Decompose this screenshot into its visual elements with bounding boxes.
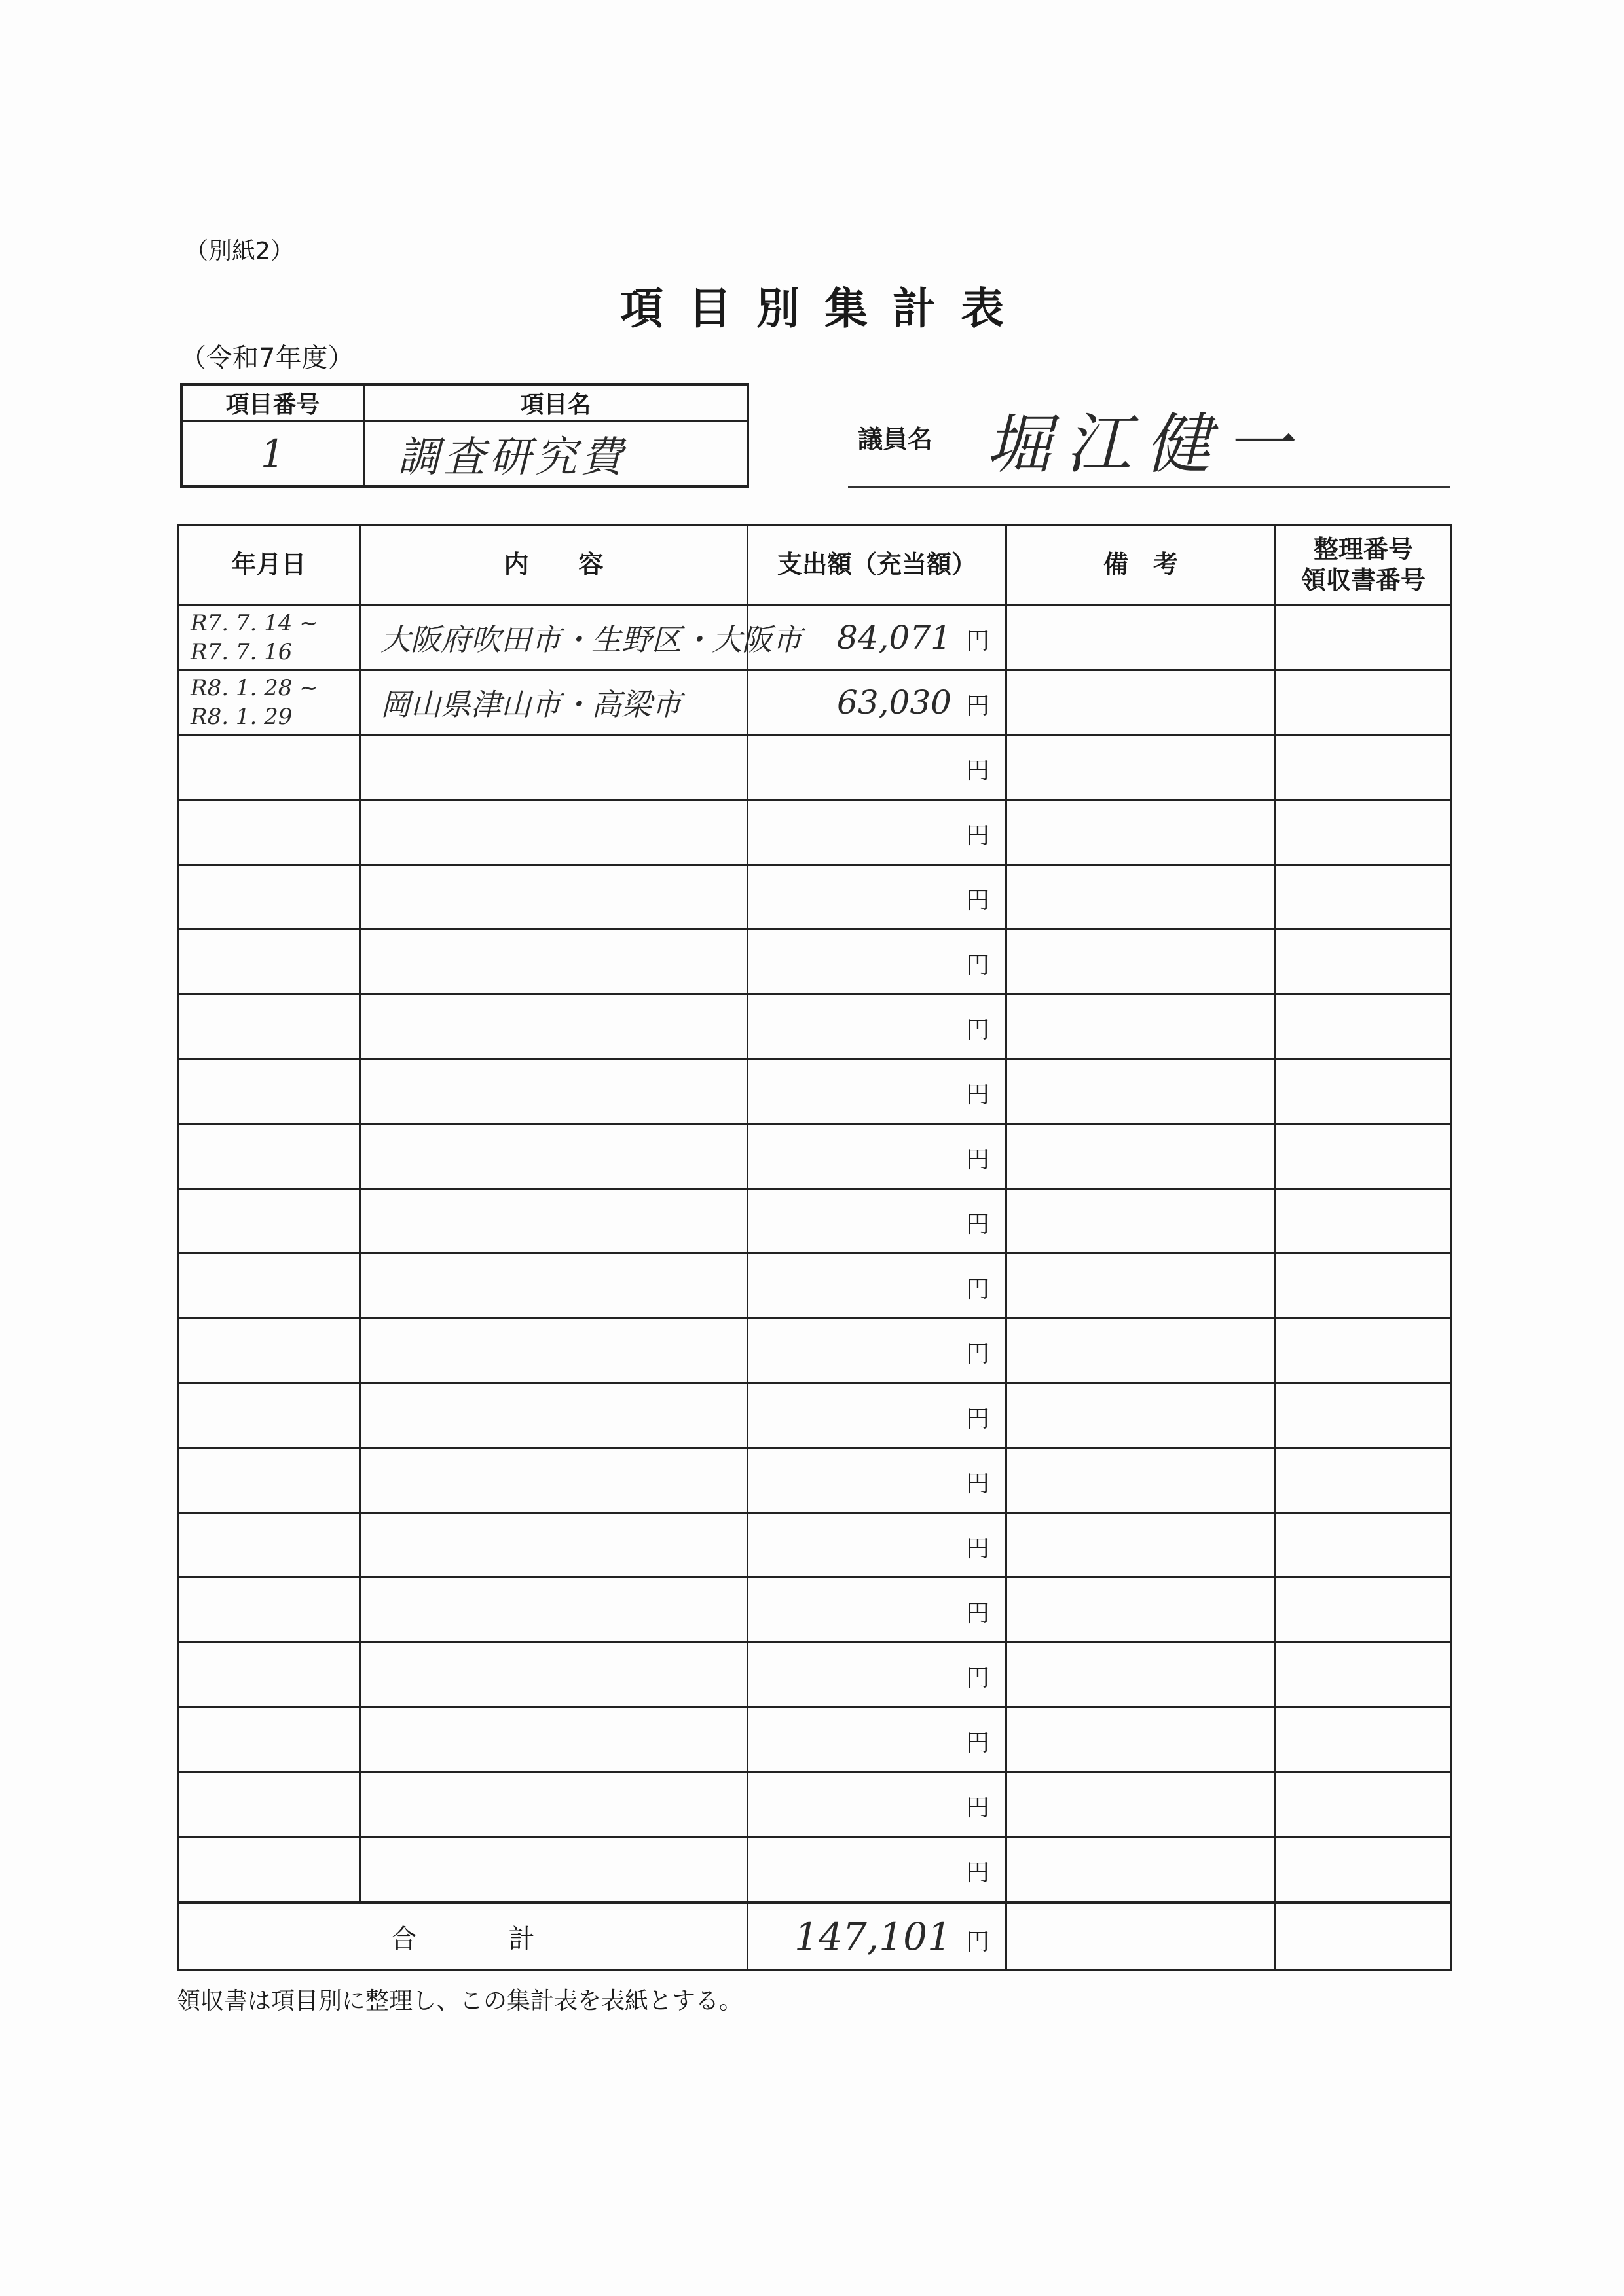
- total-label: 合計: [178, 1903, 748, 1971]
- remarks-cell: [1006, 1124, 1276, 1189]
- member-underline: [848, 486, 1450, 488]
- content-cell: [360, 800, 748, 865]
- table-row: [178, 735, 1452, 800]
- yen-unit: 円: [965, 1795, 989, 1821]
- remarks-cell: [1006, 1772, 1276, 1837]
- page-title: 項目別集計表: [620, 283, 1029, 334]
- remarks-cell: [1006, 670, 1276, 735]
- table-row: [178, 1124, 1452, 1189]
- date-cell: [178, 1643, 360, 1707]
- remarks-cell: [1006, 800, 1276, 865]
- receipt-number-cell: [1276, 735, 1452, 800]
- header-amount: 支出額（充当額）: [748, 525, 1006, 606]
- table-row: [178, 1189, 1452, 1254]
- receipt-number-cell: [1276, 930, 1452, 994]
- amount-cell: [748, 1707, 1006, 1772]
- table-row: [178, 606, 1452, 670]
- remarks-cell: [1006, 606, 1276, 670]
- date-line: R8. 1. 28 ~: [191, 675, 318, 701]
- receipt-number-cell: [1276, 1837, 1452, 1903]
- date-cell: [178, 930, 360, 994]
- date-line: R8. 1. 29: [191, 704, 293, 730]
- appendix-label: （別紙2）: [185, 238, 294, 264]
- receipt-number-cell: [1276, 994, 1452, 1059]
- remarks-cell: [1006, 1578, 1276, 1643]
- content-cell: [360, 1124, 748, 1189]
- amount-value: 63,030: [837, 683, 951, 721]
- table-row: [178, 1254, 1452, 1319]
- receipt-number-cell: [1276, 1254, 1452, 1319]
- footnote: 領収書は項目別に整理し、この集計表を表紙とする。: [177, 1988, 743, 2014]
- yen-unit: 円: [965, 1341, 989, 1368]
- amount-cell: [748, 1059, 1006, 1124]
- date-cell: [178, 1254, 360, 1319]
- date-cell: [178, 1578, 360, 1643]
- date-cell: [178, 1383, 360, 1448]
- date-cell: [178, 1448, 360, 1513]
- receipt-number-cell: [1276, 1772, 1452, 1837]
- total-receipt-cell: [1276, 1903, 1452, 1971]
- total-amount: 147,101: [794, 1914, 951, 1959]
- yen-unit: 円: [965, 952, 989, 979]
- remarks-cell: [1006, 1643, 1276, 1707]
- yen-unit: 円: [965, 1082, 989, 1108]
- amount-cell: [748, 865, 1006, 930]
- date-cell: [178, 1319, 360, 1383]
- content-cell: [360, 1837, 748, 1903]
- amount-cell: [748, 1124, 1006, 1189]
- table-row: [178, 1772, 1452, 1837]
- receipt-number-cell: [1276, 1383, 1452, 1448]
- receipt-number-cell: [1276, 800, 1452, 865]
- receipt-number-cell: [1276, 1189, 1452, 1254]
- content-cell: [360, 994, 748, 1059]
- amount-cell: [748, 1319, 1006, 1383]
- amount-value: 84,071: [837, 619, 951, 657]
- receipt-number-cell: [1276, 606, 1452, 670]
- yen-unit: 円: [965, 1859, 989, 1886]
- amount-cell: [748, 1383, 1006, 1448]
- yen-unit: 円: [965, 1730, 989, 1757]
- header-receipt: [1276, 525, 1452, 606]
- remarks-cell: [1006, 1448, 1276, 1513]
- header-content: 内 容: [360, 525, 748, 606]
- receipt-number-cell: [1276, 1059, 1452, 1124]
- date-cell: [178, 670, 360, 735]
- item-name-value: 調査研究費: [397, 433, 627, 482]
- content-cell: [360, 1189, 748, 1254]
- amount-cell: [748, 800, 1006, 865]
- yen-unit: 円: [965, 757, 989, 784]
- member-label: 議員名: [858, 425, 933, 454]
- header-receipt-line2: 領収書番号: [1301, 566, 1426, 594]
- receipt-number-cell: [1276, 1124, 1452, 1189]
- table-row: [178, 1059, 1452, 1124]
- content-cell: [360, 1059, 748, 1124]
- yen-unit: 円: [965, 1276, 989, 1303]
- expense-table: [177, 524, 1452, 1971]
- date-cell: [178, 865, 360, 930]
- content-text: 岡山県津山市・高梁市: [380, 687, 682, 722]
- item-number-header: 項目番号: [183, 386, 365, 422]
- table-row: [178, 1319, 1452, 1383]
- date-cell: [178, 1189, 360, 1254]
- yen-unit: 円: [965, 887, 989, 914]
- yen-unit: 円: [965, 1929, 989, 1956]
- yen-unit: 円: [965, 1017, 989, 1044]
- yen-unit: 円: [965, 822, 989, 849]
- table-row: [178, 670, 1452, 735]
- content-cell: [360, 606, 802, 670]
- content-cell: [360, 670, 748, 735]
- content-cell: [360, 1448, 748, 1513]
- yen-unit: 円: [965, 693, 989, 720]
- date-cell: [178, 1124, 360, 1189]
- table-row: [178, 1383, 1452, 1448]
- receipt-number-cell: [1276, 1643, 1452, 1707]
- table-row: [178, 1837, 1452, 1903]
- total-row: [178, 1903, 1452, 1971]
- remarks-cell: [1006, 1254, 1276, 1319]
- content-cell: [360, 930, 748, 994]
- amount-cell: [748, 930, 1006, 994]
- date-cell: [178, 606, 360, 670]
- amount-cell: [748, 1254, 1006, 1319]
- table-row: [178, 1448, 1452, 1513]
- remarks-cell: [1006, 1059, 1276, 1124]
- remarks-cell: [1006, 1513, 1276, 1578]
- remarks-cell: [1006, 1189, 1276, 1254]
- table-row: [178, 930, 1452, 994]
- total-remarks-cell: [1006, 1903, 1276, 1971]
- receipt-number-cell: [1276, 1513, 1452, 1578]
- yen-unit: 円: [965, 1146, 989, 1173]
- content-cell: [360, 735, 748, 800]
- date-cell: [178, 994, 360, 1059]
- receipt-number-cell: [1276, 1707, 1452, 1772]
- table-row: [178, 800, 1452, 865]
- remarks-cell: [1006, 1383, 1276, 1448]
- content-cell: [360, 1772, 748, 1837]
- yen-unit: 円: [965, 1535, 989, 1562]
- amount-cell: [748, 1643, 1006, 1707]
- receipt-number-cell: [1276, 1578, 1452, 1643]
- table-row: [178, 1643, 1452, 1707]
- remarks-cell: [1006, 735, 1276, 800]
- amount-cell: [748, 1189, 1006, 1254]
- total-amount-cell: [748, 1903, 1006, 1971]
- date-cell: [178, 735, 360, 800]
- remarks-cell: [1006, 865, 1276, 930]
- content-cell: [360, 865, 748, 930]
- content-cell: [360, 1578, 748, 1643]
- item-number-value: 1: [261, 431, 285, 476]
- receipt-number-cell: [1276, 1448, 1452, 1513]
- receipt-number-cell: [1276, 670, 1452, 735]
- table-row: [178, 1578, 1452, 1643]
- amount-cell: [748, 1578, 1006, 1643]
- item-number-cell: [183, 422, 365, 485]
- date-cell: [178, 1707, 360, 1772]
- receipt-number-cell: [1276, 1319, 1452, 1383]
- remarks-cell: [1006, 1319, 1276, 1383]
- date-cell: [178, 1059, 360, 1124]
- content-text: 大阪府吹田市・生野区・大阪市: [380, 622, 802, 657]
- yen-unit: 円: [965, 1406, 989, 1432]
- date-cell: [178, 1837, 360, 1903]
- remarks-cell: [1006, 1707, 1276, 1772]
- remarks-cell: [1006, 930, 1276, 994]
- yen-unit: 円: [965, 1211, 989, 1238]
- amount-cell: [748, 994, 1006, 1059]
- remarks-cell: [1006, 1837, 1276, 1903]
- amount-cell: [748, 1837, 1006, 1903]
- header-date: 年月日: [178, 525, 360, 606]
- remarks-cell: [1006, 994, 1276, 1059]
- table-row: [178, 994, 1452, 1059]
- receipt-number-cell: [1276, 865, 1452, 930]
- header-remarks: 備 考: [1006, 525, 1276, 606]
- item-box: [180, 383, 749, 488]
- item-name-header: 項目名: [365, 386, 747, 422]
- amount-cell: [748, 735, 1006, 800]
- table-row: [178, 1513, 1452, 1578]
- table-row: [178, 865, 1452, 930]
- item-name-cell: [365, 422, 747, 485]
- date-cell: [178, 800, 360, 865]
- amount-cell: [748, 1513, 1006, 1578]
- content-cell: [360, 1707, 748, 1772]
- yen-unit: 円: [965, 1470, 989, 1497]
- date-cell: [178, 1772, 360, 1837]
- date-cell: [178, 1513, 360, 1578]
- content-cell: [360, 1643, 748, 1707]
- yen-unit: 円: [965, 628, 989, 655]
- date-line: R7. 7. 16: [191, 639, 293, 665]
- header-receipt-line1: 整理番号: [1313, 534, 1413, 564]
- amount-cell: [748, 670, 1006, 735]
- amount-cell: [748, 1448, 1006, 1513]
- content-cell: [360, 1319, 748, 1383]
- table-header-row: [178, 525, 1452, 606]
- content-cell: [360, 1513, 748, 1578]
- content-cell: [360, 1383, 748, 1448]
- amount-cell: [748, 1772, 1006, 1837]
- date-line: R7. 7. 14 ~: [191, 610, 318, 636]
- member-name: 堀江健一: [986, 406, 1305, 483]
- yen-unit: 円: [965, 1600, 989, 1627]
- content-cell: [360, 1254, 748, 1319]
- yen-unit: 円: [965, 1665, 989, 1692]
- table-row: [178, 1707, 1452, 1772]
- fiscal-year: （令和7年度）: [180, 343, 354, 373]
